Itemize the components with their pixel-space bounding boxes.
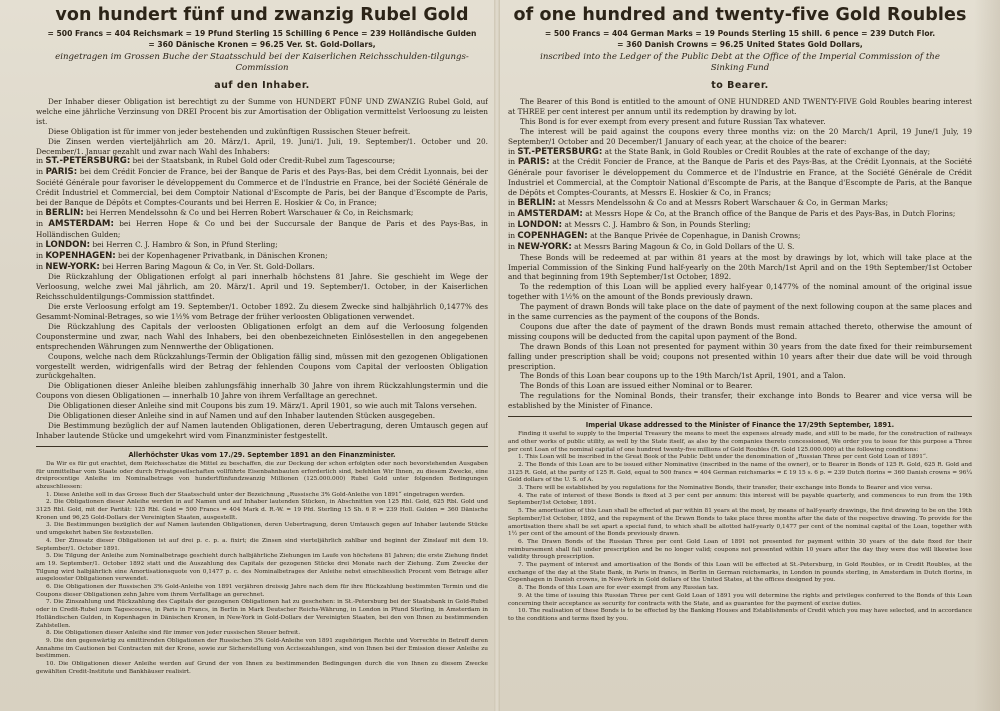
ukase-paragraph: 9. At the time of issuing this Russian Three per cent Gold Loan of 1891 you will determine the rights and privileges conferred to the Bonds of this Loan concerning their acceptance as security for contracts with the State, and as guarantee for the payment of excise duties.: [508, 592, 972, 607]
paragraph: Die Obligationen dieser Anleihe bleiben zahlungsfähig innerhalb 30 Jahre von ihrem Rückzahlungstermin und die Coupons von diesen Obligationen — innerhalb 10 Jahre von ihrem Verfalltage an gerechnet.: [36, 381, 488, 401]
ukase-paragraph: 2. The Bonds of this Loan are to be issued either Nominative (inscribed in the name of the owner), or to Bearer in Bonds of 125 R. Gold, 625 R. Gold and 3125 R. Gold, at the parity of 125 R. Gold, equal to 500 francs = 404 German reichsmarks = £ 19 15 s. 6 p. = 239 Dutch florins = 360 Danish crowns = 96¼ Gold dollars of the U. S. of A.: [508, 461, 972, 484]
agent-text: at Messrs C. J. Hambro & Son, in Pounds Sterling;: [564, 219, 751, 229]
english-ukase-title: Imperial Ukase addressed to the Minister of Finance the 17/29th September, 1891.: [585, 421, 895, 430]
ukase-paragraph: 2. Die Obligationen dieser Anleihe werden in auf Namen und auf Inhaber lautenden Stücken, in Abschnitten von 125 Rbl. Gold, 625 Rbl. Gold und 3125 Rbl. Gold, mit der Parität: 125 Rbl. Gold = 500 Francs = 404 Mark d. R.-W. = 19 Pfd. Sterling 15 Sh. 6 P. = 239 Holl. Gulden = 360 Dänische Kronen und 96,25 Gold-Dollars der Vereinigten Staaten, ausgestellt.: [36, 499, 488, 521]
agent-text: at the Crédit Foncier de France, at the Banque de Paris et des Pays-Bas, at the Crédit Lyonnais, at the Société Générale pour favoriser le développement du Commerce et de l'Industrie en France, at the Société Générale de Crédit Industriel et Commercial, at the Comptoir National d'Escompte de Paris, at the Banque d'Escompte de Paris, at the Banque de Dépôts et Comptes-Courants, at Messrs E. Hoskier & Co, in Francs;: [508, 157, 972, 198]
ukase-paragraph: 1. Diese Anleihe soll in das Grosse Buch der Staatsschuld unter der Bezeichnung „Russische 3% Gold-Anleihe von 1891“ eingetragen werden.: [46, 491, 465, 498]
city-name: KOPENHAGEN:: [45, 250, 116, 261]
ukase-paragraph: 3. Die Bestimmungen bezüglich der auf Namen lautenden Obligationen, deren Uebertragung, deren Umtausch gegen auf Inhaber lautende Stücke und umgekehrt haben Sie festzustellen.: [36, 522, 488, 537]
english-currency-line-2: = 360 Danish Crowns = 96.25 United States Gold Dollars,: [617, 40, 863, 49]
paying-agent-amsterdam: in AMSTERDAM: at Messrs Hope & Co, at the Branch office of the Banque de Paris et des Pays-Bas, in Dutch Florins;: [508, 208, 956, 219]
paying-agent-st-petersburg: in ST.-PETERSBURG: bei der Staatsbank, in Rubel Gold oder Credit-Rubel zum Tagescourse;: [36, 156, 396, 167]
ukase-paragraph: 5. The amortisation of this Loan shall be effected at par within 81 years at the most, by means of half-yearly drawings, the first drawing to be on the 19th September/1st October, 1892, and the repayment of the Drawn Bonds to take place three months after the date of the respective drawing. To provide for the amortisation there shall be set apart a special fund, to which shall be allotted half-yearly 0,1477 per cent of the nominal capital of the Loan, together with 1½ per cent of the amount of the Bonds previously drawn.: [508, 508, 972, 538]
city-name: NEW-YORK:: [517, 241, 572, 252]
ukase-paragraph: 6. The Drawn Bonds of the Russian Three per cent Gold Loan of 1891 not presented for payment within 30 years of the date fixed for their reimbursement shall fall under prescription and be no longer valid; coupons not presented within 10 years after the day they were due will likewise lose validity through prescription.: [508, 538, 972, 561]
paragraph: Die Rückzahlung des Capitals der verloosten Obligationen erfolgt an dem auf die Verloosung folgenden Couponstermine und zwar, nach Wahl des Inhabers, bei den obenbezeichneten Einlösestellen in den angegebenen entsprechenden Währungen zum Nennwerthe der Obligationen.: [36, 321, 488, 351]
agent-text: bei der Staatsbank, in Rubel Gold oder Credit-Rubel zum Tagescourse;: [132, 156, 396, 166]
city-name: AMSTERDAM:: [517, 208, 583, 219]
paragraph: These Bonds will be redeemed at par within 81 years at the most by drawings by lot, which will take place at the Imperial Commission of the Sinking Fund half-yearly on the 20th March/1st April and on the 19th September/1st October and that beginning from 19th September/1st October, 1892.: [508, 252, 972, 282]
german-conditions: [36, 97, 488, 441]
german-currency-line-2: = 360 Dänische Kronen = 96.25 Ver. St. Gold-Dollars,: [148, 40, 376, 49]
agent-text: at Messrs Hope & Co, at the Branch office of the Banque de Paris et des Pays-Bas, in Dutch Florins;: [585, 208, 956, 218]
paying-agent-new-york: in NEW-YORK: bei Herren Baring Magoun & Co, in Ver. St. Gold-Dollars.: [36, 261, 315, 272]
ukase-paragraph: 8. The Bonds of this Loan are for ever exempt from any Russian tax.: [518, 585, 719, 592]
paragraph: Diese Obligation ist für immer von jeder bestehenden und zukünftigen Russischen Steuer befreit.: [48, 126, 411, 136]
paying-agent-st-petersburg: in ST.-PETERSBURG: at the State Bank, in Gold Roubles or Credit Roubles at the rate of exchange of the day;: [508, 146, 931, 157]
paragraph: The drawn Bonds of this Loan not presented for payment within 30 years from the date fixed for their reimbursement falling under prescription shall be void; coupons not presented within 10 years after their due date will be void through prescription.: [508, 341, 972, 371]
agent-text: bei der Kopenhagener Privatbank, in Dänischen Kronen;: [118, 250, 328, 260]
german-column: [36, 0, 488, 711]
ukase-paragraph: 9. Die den gegenwärtig zu emittirenden Obligationen der Russischen 3% Gold-Anleihe von 1891 zugehörigen Rechte und Vorrechte in Betreff deren Annahme im Cautionen bei Contracten mit der Krone, sowie zur Sicherstellung von Accisezahlungen, sind von Ihnen bei der Emission dieser Anleihe zu bestimmen.: [36, 637, 488, 660]
agent-text: at the State Bank, in Gold Roubles or Credit Roubles at the rate of exchange of the day;: [604, 146, 931, 156]
city-name: BERLIN:: [517, 198, 556, 209]
paper-edge-shadow: [974, 0, 1000, 711]
english-inscription: inscribed into the Ledger of the Public Debt at the Office of the Imperial Commission of the Sinking Fund: [540, 52, 940, 73]
agent-text: at Messrs Mendelssohn & Co and at Messrs Robert Warschauer & Co, in German Marks;: [558, 198, 889, 208]
agent-text: bei Herren Mendelssohn & Co und bei Herren Robert Warschauer & Co, in Reichsmark;: [86, 207, 414, 217]
german-bearer-heading: auf den Inhaber.: [214, 80, 310, 91]
paying-agent-copenhagen: in COPENHAGEN: at the Banque Privée de Copenhague, in Danish Crowns;: [508, 230, 801, 241]
paying-agent-copenhagen: in KOPENHAGEN: bei der Kopenhagener Privatbank, in Dänischen Kronen;: [36, 250, 328, 261]
paragraph: Coupons due after the date of payment of the drawn Bonds must remain attached thereto, otherwise the amount of missing coupons will be deducted from the capital upon payment of the Bond.: [508, 321, 972, 341]
ukase-paragraph: 5. Die Tilgung der Anleihe zum Nominalbetrage geschieht durch halbjährliche Ziehungen im Laufe von höchstens 81 Jahren; die erste Ziehung findet am 19. September/1. October 1892 statt und die Auszahlung des Capitals der gezogenen Stücke drei Monate nach der Ziehung. Zum Zwecke der Tilgung wird halbjährlich eine Amortisationsquote von 0,1477 p. c. des Nominalbetrages der Anleihe nebst einschliesslich Procent vom Betrage aller ausgelooster Obligationen verwendet.: [36, 553, 488, 583]
paragraph: The payment of drawn Bonds will take place on the date of payment of the next following coupon at the same places and in the same currencies as the payment of the coupons of the Bonds.: [508, 302, 972, 322]
city-name: LONDON:: [517, 219, 563, 230]
paragraph: Die Zinsen werden vierteljährlich am 20. März/1. April, 19. Juni/1. Juli, 19. September/1. October und 20. December/1. Januar gezahlt und zwar nach Wahl des Inhabers:: [36, 136, 488, 156]
german-title: von hundert fünf und zwanzig Rubel Gold: [55, 5, 469, 25]
paragraph: Die Obligationen dieser Anleihe sind mit Coupons bis zum 19. März/1. April 1901, so wie auch mit Talons versehen.: [48, 401, 477, 411]
paying-agent-paris: in PARIS: bei dem Crédit Foncier de France, bei der Banque de Paris et des Pays-Bas, bei dem Crédit Lyonnais, bei der Société Générale pour favoriser le développement du Commerce et de l'Industrie en France, bei der Société Générale de Crédit Industriel et Commercial, bei dem Comptoir National d'Escompte de Paris, bei der Banque d'Escompte de Paris, bei der Banque de Dépôts et Comptes-Courants und bei Herren E. Hoskier & Co, in France;: [36, 167, 488, 208]
paragraph: The Bonds of this Loan bear coupons up to the 19th March/1st April, 1901, and a Talon.: [520, 371, 846, 381]
paragraph: Coupons, welche nach dem Rückzahlungs-Termin der Obligation fällig sind, müssen mit den gezogenen Obligationen vorgestellt werden, widrigenfalls wird der Betrag der fehlenden Coupons vom Capital der verloosten Obligation zurückgehalten.: [36, 351, 488, 381]
paragraph: Die erste Verloosung erfolgt am 19. September/1. October 1892. Zu diesem Zwecke sind halbjährlich 0,1477% des Gesammt-Nominal-Betrages, so wie 1½% vom Betrage der früher verloosten Obligationen verwendet.: [36, 302, 488, 322]
german-currency-line-1: = 500 Francs = 404 Reichsmark = 19 Pfund Sterling 15 Schilling 6 Pence = 239 Holländische Gulden: [47, 29, 477, 38]
divider: [508, 416, 972, 417]
ukase-paragraph: Finding it useful to supply to the Imperial Treasury the means to meet the expenses already made, and still to be made, for the construction of railways and other works of public utility, as well by the State itself, as also by the companies thereto concessioned, We order you to issue for this purpose a Three per cent Loan of the nominal capital of one hundred twenty-five millions of Gold Roubles (R. Gold 125.000.000) at the following conditions:: [508, 431, 972, 453]
paying-agent-berlin: in BERLIN: bei Herren Mendelssohn & Co und bei Herren Robert Warschauer & Co, in Reichsmark;: [36, 207, 414, 218]
city-name: PARIS:: [517, 157, 550, 168]
paragraph: Die Bestimmung bezüglich der auf Namen lautenden Obligationen, deren Uebertragung, deren Umtausch gegen auf Inhaber lautende Stücke und umgekehrt wird vom Finanzminister festgestellt.: [36, 421, 488, 440]
center-fold: [494, 0, 500, 711]
city-name: COPENHAGEN:: [517, 230, 588, 241]
city-name: BERLIN:: [45, 207, 84, 218]
agent-text: at the Banque Privée de Copenhague, in Danish Crowns;: [590, 230, 801, 240]
ukase-paragraph: 7. Die Zinszahlung und Rückzahlung des Capitals der gezogenen Obligationen hat zu geschehen: in St.-Petersburg bei der Staatsbank in Gold-Rubel oder in Credit-Rubel zum Tagescourse, in Paris in Francs, in Berlin in Mark Deutscher Reichs-Währung, in London in Pfund Sterling, in Amsterdam in Holländischen Gulden, in Kopenhagen in Dänischen Kronen, in New-York in Gold-Dollars der Vereinigten Staaten, bei den von Ihnen zu bestimmenden Zahlstellen.: [36, 599, 488, 629]
agent-text: bei Herren C. J. Hambro & Son, in Pfund Sterling;: [92, 239, 278, 249]
paying-agent-paris: in PARIS: at the Crédit Foncier de France, at the Banque de Paris et des Pays-Bas, at the Crédit Lyonnais, at the Société Générale pour favoriser le développement du Commerce et de l'Industrie en France, at the Société Générale de Crédit Industriel et Commercial, at the Comptoir National d'Escompte de Paris, at the Banque d'Escompte de Paris, at the Banque de Dépôts et Comptes-Courants, at Messrs E. Hoskier & Co, in Francs;: [508, 157, 972, 198]
german-ukase-title: Allerhöchster Ukas vom 17./29. September 1891 an den Finanzminister.: [128, 450, 396, 459]
city-name: AMSTERDAM:: [48, 218, 114, 229]
paragraph: To the redemption of this Loan will be applied every half-year 0,1477% of the nominal amount of the original issue together with 1½% on the amount of the Bonds previously drawn.: [508, 282, 972, 302]
english-conditions: [508, 97, 972, 411]
paragraph: The regulations for the Nominal Bonds, their transfer, their exchange into Bonds to Bearer and vice versa will be established by the Minister of Finance.: [508, 391, 972, 411]
city-name: PARIS:: [45, 167, 78, 178]
english-column: [508, 0, 972, 711]
ukase-paragraph: 1. This Loan will be inscribed in the Great Book of the Public Debt under the denomination of „Russian Three per cent Gold Loan of 1891“.: [518, 454, 928, 461]
ukase-paragraph: 10. Die Obligationen dieser Anleihe werden auf Grund der von Ihnen zu bestimmenden Bedingungen durch die von Ihnen zu diesem Zwecke gewählten Credit-Institute und Bankhäuser realisirt.: [36, 661, 488, 675]
ukase-paragraph: 8. Die Obligationen dieser Anleihe sind für immer von jeder russischen Steuer befreit.: [46, 630, 301, 637]
english-title: of one hundred and twenty-five Gold Roubles: [513, 5, 967, 25]
paragraph: Der Inhaber dieser Obligation ist berechtigt zu der Summe von HUNDERT FÜNF UND ZWANZIG Rubel Gold, auf welche eine jährliche Verzinsung von DREI Procent bis zur Amortisation der Obligation vermittelst Verloosung zu leisten ist.: [36, 97, 488, 126]
ukase-paragraph: 3. There will be established by you regulations for the Nominative Bonds, their transfer, their exchange into Bonds to Bearer and vice versa.: [518, 485, 933, 492]
paying-agent-amsterdam: in AMSTERDAM: bei Herren Hope & Co und bei der Succursale der Banque de Paris et des Pays-Bas, in Holländischen Gulden;: [36, 218, 488, 239]
paying-agent-london: in LONDON: at Messrs C. J. Hambro & Son, in Pounds Sterling;: [508, 219, 751, 230]
german-inscription: eingetragen im Grossen Buche der Staatsschuld bei der Kaiserlichen Reichsschulden-tilgungs-Commission: [55, 52, 469, 73]
paying-agent-berlin: in BERLIN: at Messrs Mendelssohn & Co and at Messrs Robert Warschauer & Co, in German Marks;: [508, 198, 889, 209]
paying-agent-new-york: in NEW-YORK: at Messrs Baring Magoun & Co, in Gold Dollars of the U. S.: [508, 241, 795, 252]
ukase-paragraph: 4. Der Zinssatz dieser Obligationen ist auf drei p. c. p. a. fixirt; die Zinsen sind vierteljährlich zahlbar und beginnt der Zinslauf mit dem 19. September/1. October 1891.: [36, 537, 488, 552]
divider: [36, 446, 488, 447]
paragraph: Die Obligationen dieser Anleihe sind in auf Namen und auf den Inhaber lautenden Stücken ausgegeben.: [48, 411, 436, 421]
paragraph: The Bonds of this Loan are issued either Nominal or to Bearer.: [520, 381, 753, 391]
agent-text: bei Herren Baring Magoun & Co, in Ver. St. Gold-Dollars.: [102, 261, 315, 271]
city-name: NEW-YORK:: [45, 261, 100, 272]
agent-text: bei dem Crédit Foncier de France, bei der Banque de Paris et des Pays-Bas, bei dem Crédit Lyonnais, bei der Société Générale pour favoriser le développement du Commerce et de l'Industrie en France, bei der Société Générale de Crédit Industriel et Commercial, bei dem Comptoir National d'Escompte de Paris, bei der Banque d'Escompte de Paris, bei der Banque de Dépôts et Comptes-Courants und bei Herren E. Hoskier & Co, in France;: [36, 167, 488, 208]
english-bearer-heading: to Bearer.: [711, 80, 769, 91]
paying-agent-london: in LONDON: bei Herren C. J. Hambro & Son, in Pfund Sterling;: [36, 239, 278, 250]
paragraph: This Bond is for ever exempt from every present and future Russian Tax whatever.: [520, 116, 826, 126]
english-ukase: [508, 431, 972, 624]
paragraph: Die Rückzahlung der Obligationen erfolgt al pari innerhalb höchstens 81 Jahre. Sie geschieht im Wege der Verloosung, welche zwei Mal jährlich, am 20. März/1. April und 19. September/1. October, in der Kaiserlichen Reichsschuldentilgungs-Commission stattfindet.: [36, 272, 488, 302]
ukase-paragraph: Da Wir es für gut erachtet, dem Reichsschatze die Mittel zu beschaffen, die zur Deckung der schon erfolgten oder noch bevorstehenden Ausgaben für unmittelbar vom Staate oder durch Privatgesellschaften vollführte Eisenbahnbauten erforderlich sind, befehlen Wir Ihnen, zu diesem Zwecke, eine dreiprocentige Anleihe im Nominalbetrage von hundertfünfundzwanzig Millionen (125.000.000) Rubel Gold unter folgenden Bedingungen abzuschliessen:: [36, 460, 488, 490]
agent-text: bei Herren Hope & Co und bei der Succursale der Banque de Paris et des Pays-Bas, in Holländischen Gulden;: [36, 218, 488, 239]
city-name: ST.-PETERSBURG:: [517, 146, 603, 157]
agent-text: at Messrs Baring Magoun & Co, in Gold Dollars of the U. S.: [574, 241, 795, 251]
city-name: LONDON:: [45, 239, 91, 250]
paragraph: The Bearer of this Bond is entitled to the amount of ONE HUNDRED AND TWENTY-FIVE Gold Roubles bearing interest at THREE per cent interest per annum until its redemption by drawing by lot.: [508, 97, 972, 116]
english-currency-line-1: = 500 Francs = 404 German Marks = 19 Pounds Sterling 15 shill. 6 pence = 239 Dutch Flor.: [544, 29, 936, 38]
ukase-paragraph: 6. Die Obligationen der Russischen 3% Gold-Anleihe von 1891 verjähren dreissig Jahre nach dem für ihre Rückzahlung bestimmten Termin und die Coupons dieser Obligationen zehn Jahre vom ihrem Verfalltage an gerechnet.: [36, 584, 488, 598]
city-name: ST.-PETERSBURG:: [45, 156, 131, 167]
paragraph: The interest will be paid against the coupons every three months viz: on the 20 March/1 April, 19 June/1 July, 19 September/1 October and 20 December/1 January of each year, at the choice of the bearer:: [508, 126, 972, 146]
ukase-paragraph: 7. The payment of interest and amortisation of the Bonds of this Loan will be effected at St.-Petersburg, in Gold Roubles, or in Credit Roubles, at the exchange of the day at the State Bank, in Paris in francs, in Berlin in German reichsmarks, in London in pounds sterling, in Amsterdam in Dutch florins, in Copenhagen in Danish crowns, in New-York in Gold dollars of the United States, at the offices designed by you.: [508, 562, 972, 584]
ukase-paragraph: 4. The rate of interest of these Bonds is fixed at 3 per cent per annum: this interest will be payable quarterly, and commences to run from the 19th September/1st October, 1891.: [508, 492, 972, 507]
german-ukase: [36, 461, 488, 677]
ukase-paragraph: 10. The realisation of these Bonds is to be effected by the Banking Houses and Establishments of Credit which you may have selected, and in accordance to the conditions and terms fixed by you.: [508, 608, 972, 622]
